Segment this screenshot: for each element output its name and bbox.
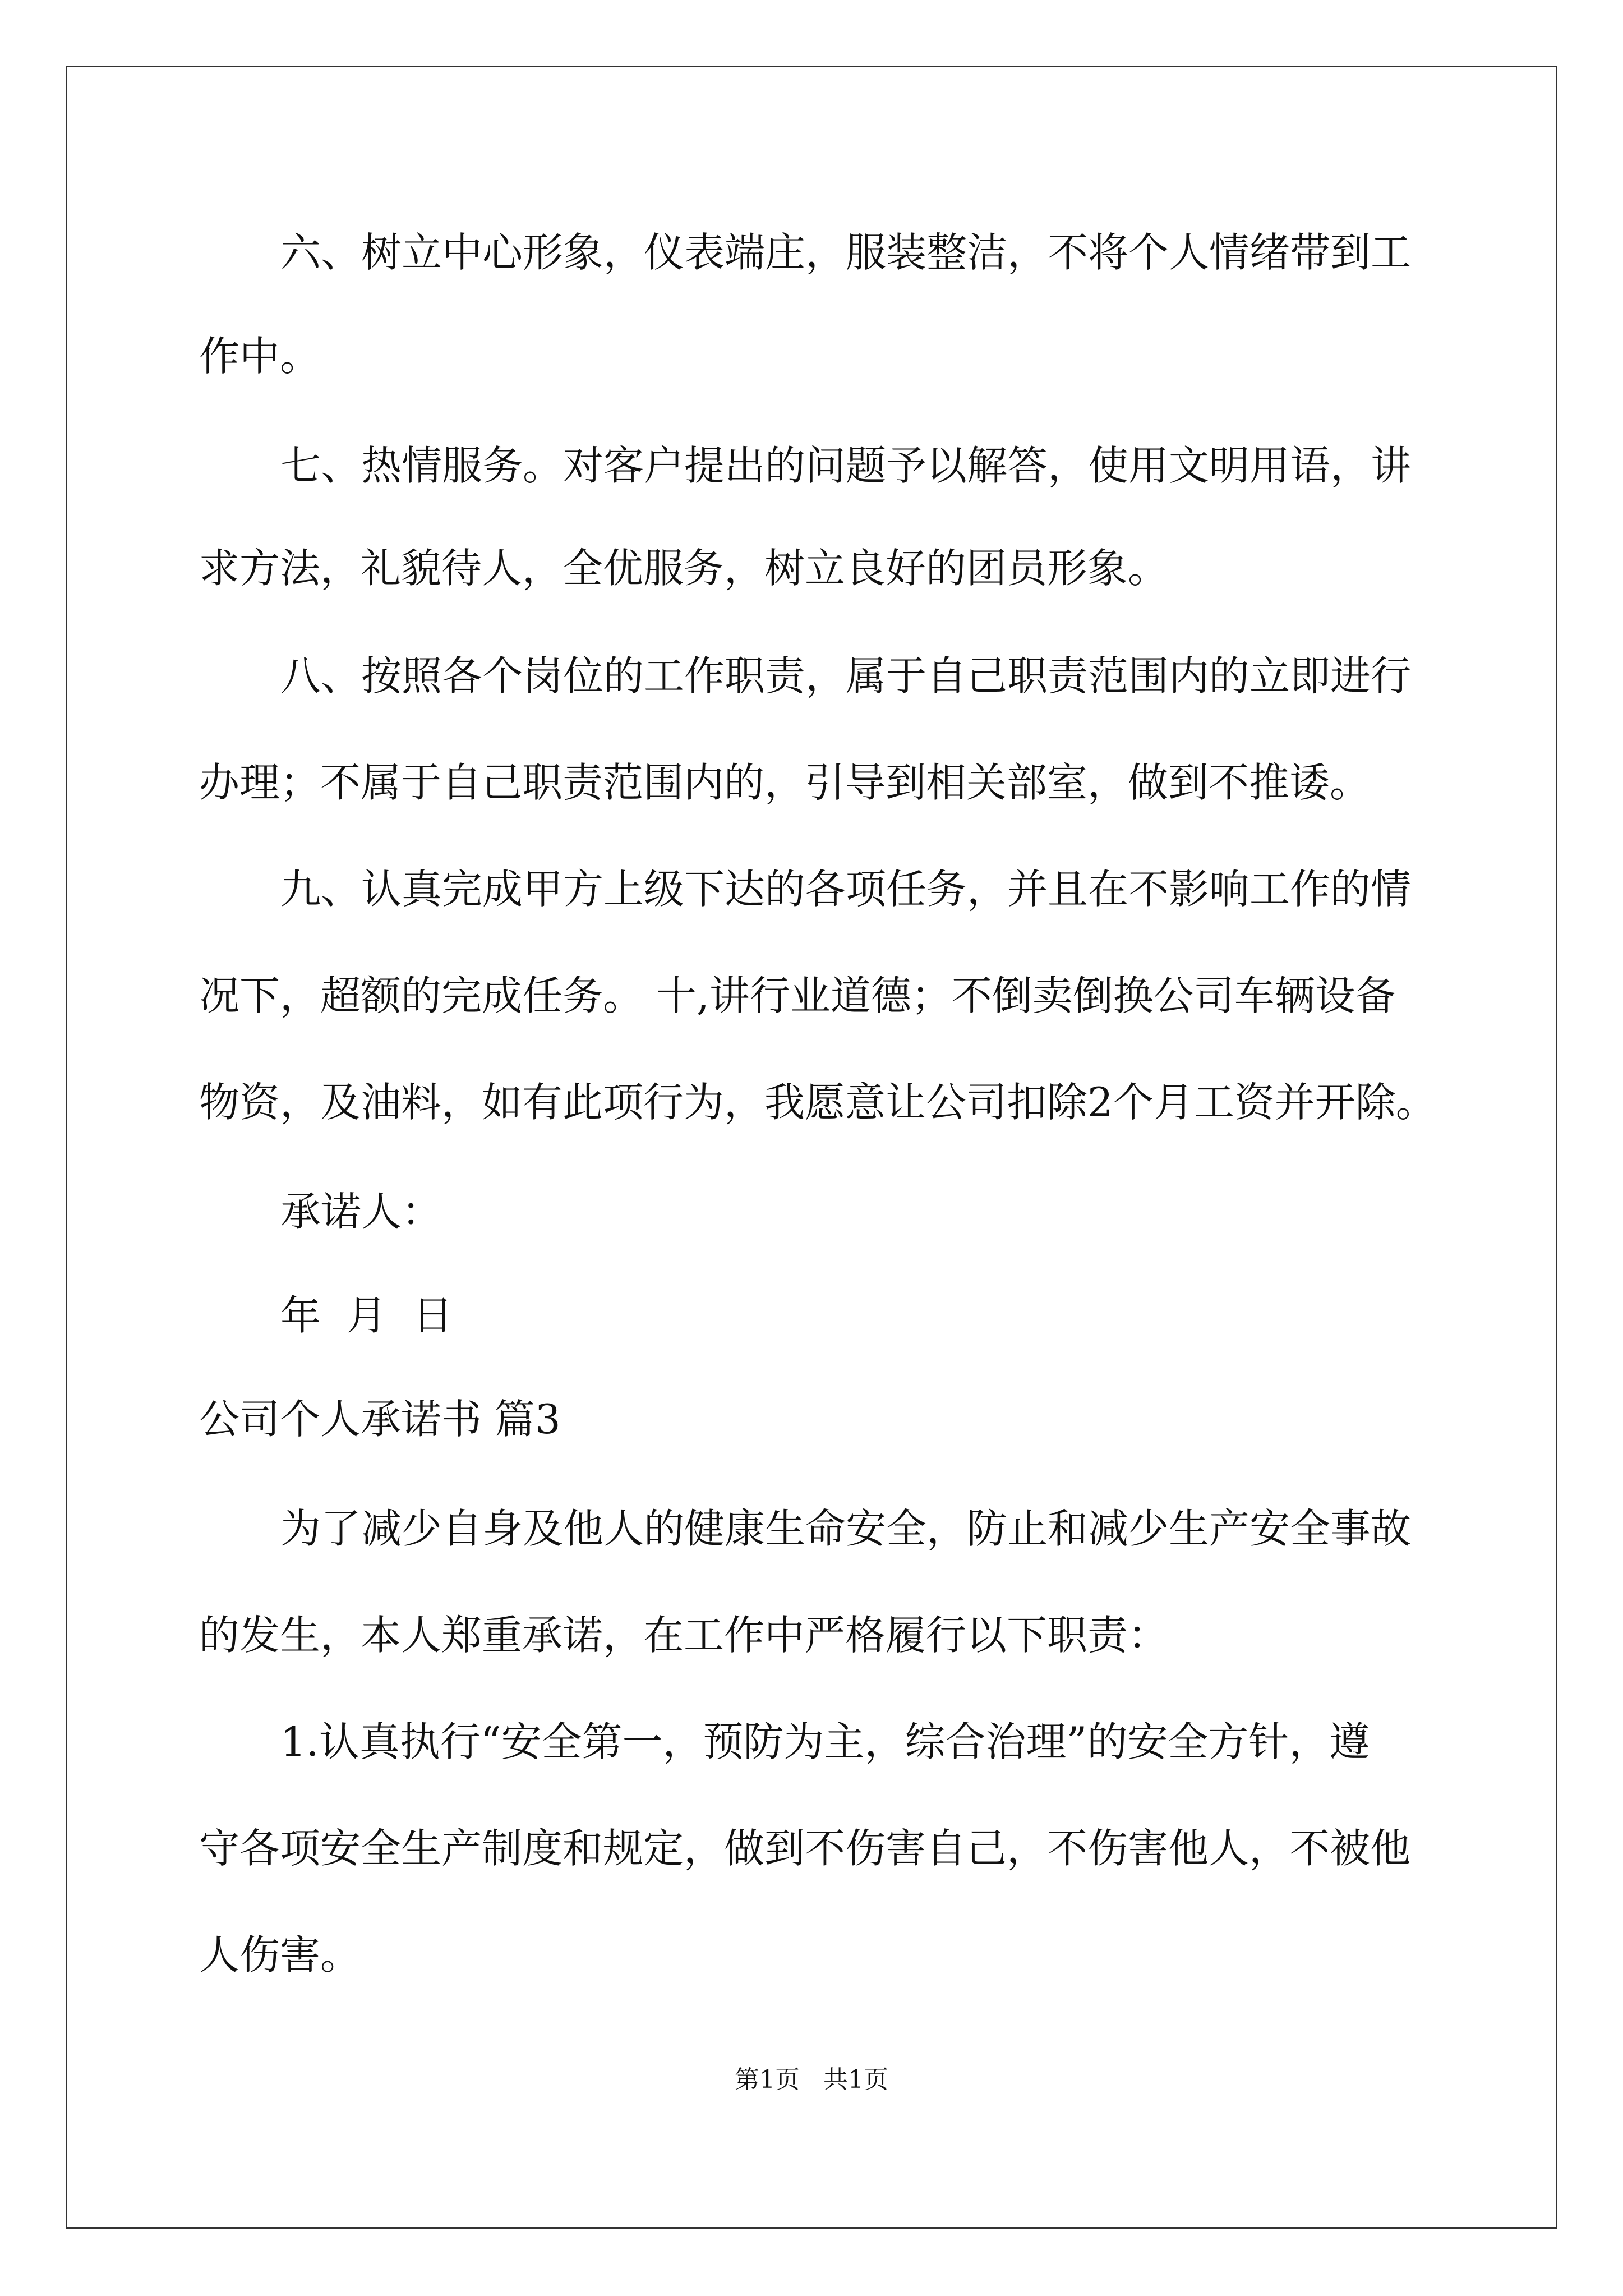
para-7-line-1: 七、热情服务。对客户提出的问题予以解答，使用文明用语，讲 [280,442,1412,489]
item-1-line-2: 守各项安全生产制度和规定，做到不伤害自己，不伤害他人，不被他 [199,1825,1411,1872]
para-9-line-2: 况下，超额的完成任务。 十,讲行业道德；不倒卖倒换公司车辆设备 [199,972,1396,1019]
para-9-line-1: 九、认真完成甲方上级下达的各项任务，并且在不影响工作的情 [280,866,1412,913]
page-footer: 第1页 共1页 [735,2065,888,2094]
page-border [66,66,1557,2229]
intro-line-1: 为了减少自身及他人的健康生命安全，防止和减少生产安全事故 [280,1505,1412,1552]
section-heading: 公司个人承诺书 篇3 [199,1396,561,1443]
para-7-line-2: 求方法，礼貌待人，全优服务，树立良好的团员形象。 [199,545,1169,592]
para-6-line-1: 六、树立中心形象，仪表端庄，服装整洁，不将个人情绪带到工 [280,229,1412,276]
intro-line-2: 的发生，本人郑重承诺，在工作中严格履行以下职责： [199,1612,1169,1659]
para-9-line-3: 物资，及油料，如有此项行为，我愿意让公司扣除2个月工资并开除。 [199,1079,1436,1126]
item-1-line-3: 人伤害。 [199,1931,361,1978]
date-line: 年 月 日 [280,1292,453,1339]
promisor-label: 承诺人： [280,1188,442,1235]
para-8-line-1: 八、按照各个岗位的工作职责，属于自己职责范围内的立即进行 [280,652,1412,700]
para-6-line-2: 作中。 [199,333,321,380]
para-8-line-2: 办理；不属于自己职责范围内的，引导到相关部室，做到不推诿。 [199,759,1371,806]
item-1-line-1: 1.认真执行“安全第一，预防为主，综合治理”的安全方针，遵 [280,1718,1370,1765]
